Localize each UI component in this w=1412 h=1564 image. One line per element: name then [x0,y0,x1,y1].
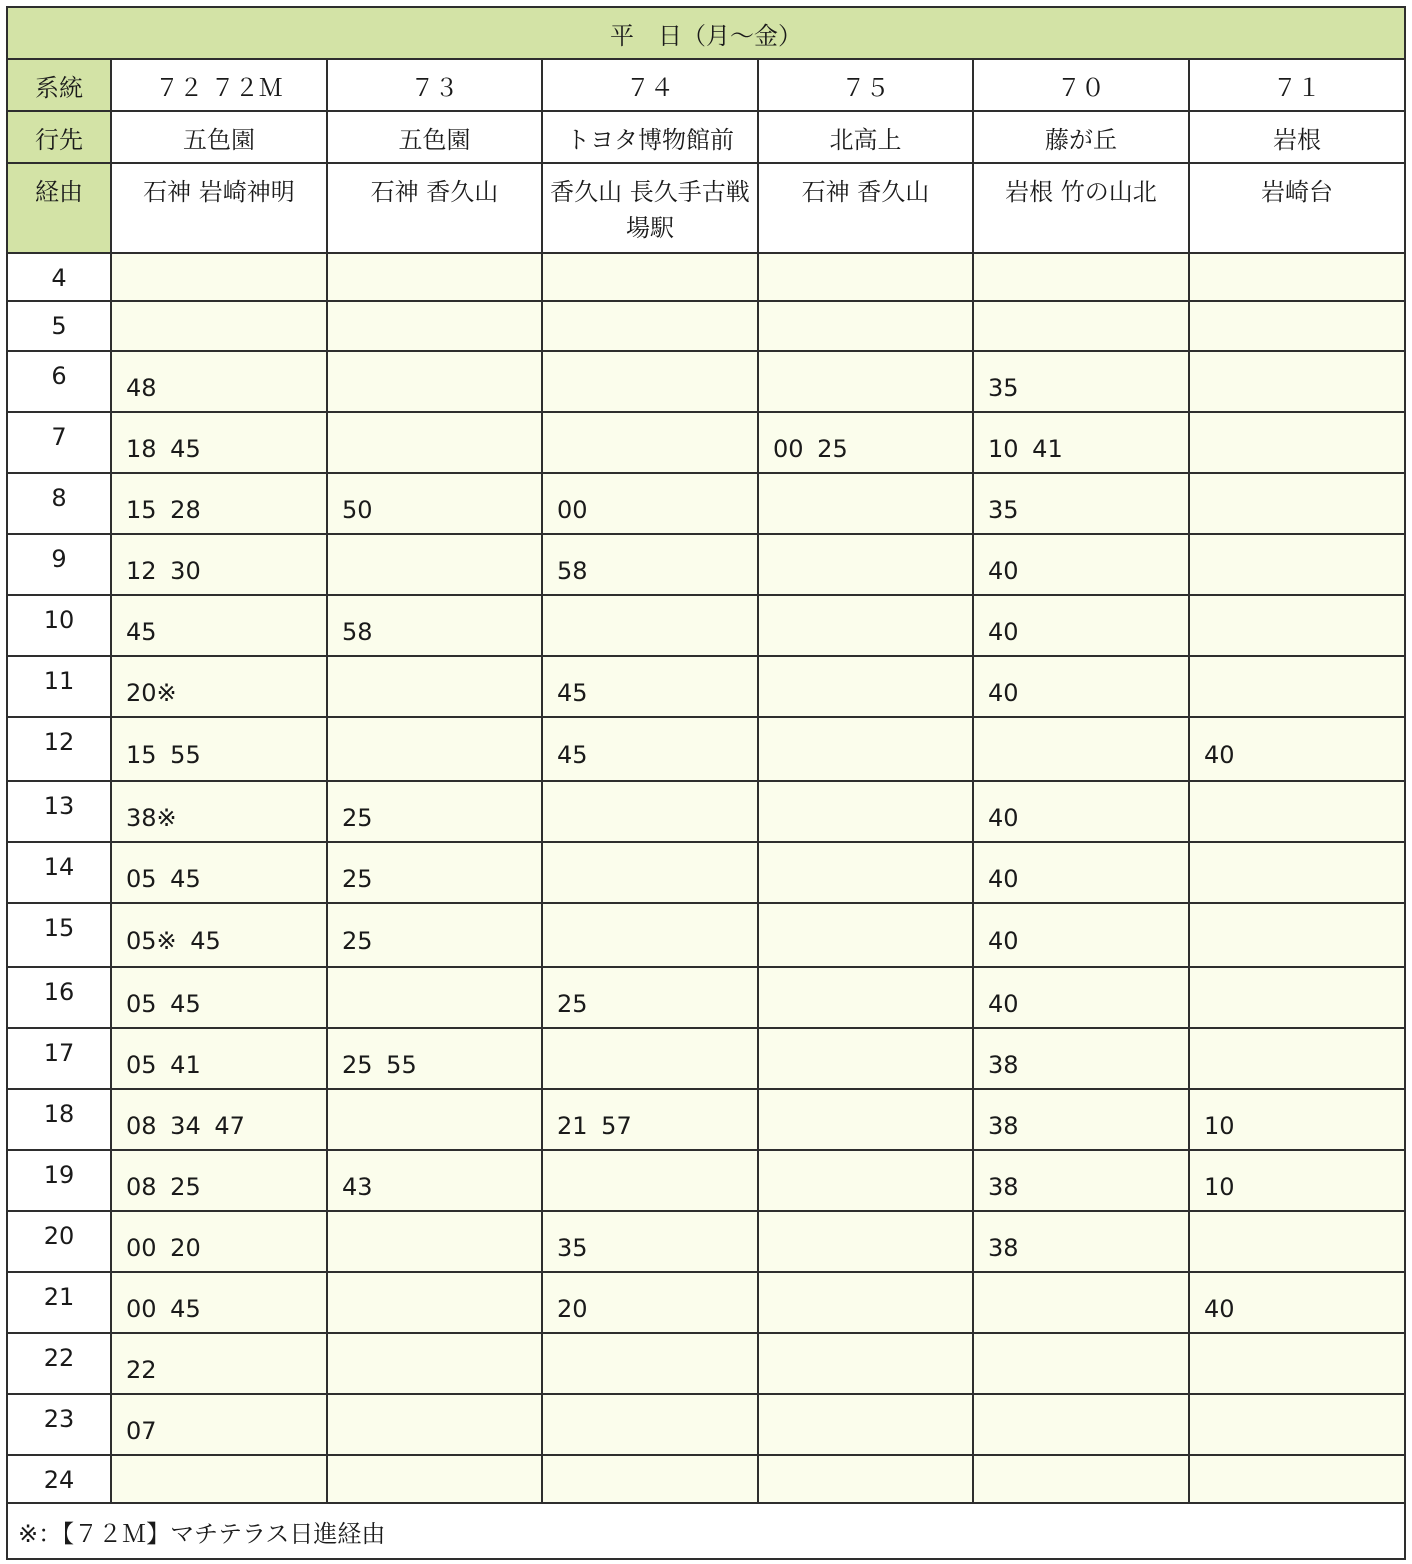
departure-times: 35 [973,473,1189,534]
departure-times [1189,781,1405,842]
departure-times: 38 [973,1211,1189,1272]
departure-times [542,301,758,351]
hour-row [7,412,1405,473]
destination-row [7,111,1405,163]
departure-times: 40 [973,903,1189,967]
departure-times: 58 [542,534,758,595]
hour-row [7,253,1405,301]
departure-times: 10 [1189,1150,1405,1211]
departure-times [758,1028,973,1089]
departure-times [1189,595,1405,656]
route-code: ７１ [1189,59,1405,111]
departure-times [327,534,542,595]
departure-times: 21 57 [542,1089,758,1150]
hour-row [7,534,1405,595]
departure-times [758,903,973,967]
departure-times [758,717,973,781]
departure-times: 20※ [111,656,327,717]
departure-times: 38※ [111,781,327,842]
hour-label: 8 [7,473,111,534]
route-code: ７３ [327,59,542,111]
departure-times [327,1455,542,1503]
departure-times [758,1455,973,1503]
departure-times [1189,1333,1405,1394]
route-via: 香久山 長久手古戦場駅 [542,163,758,253]
departure-times: 05 41 [111,1028,327,1089]
departure-times [758,781,973,842]
route-destination: 岩根 [1189,111,1405,163]
hour-label: 6 [7,351,111,412]
route-label: 系統 [7,59,111,111]
hour-label: 4 [7,253,111,301]
departure-times: 05※ 45 [111,903,327,967]
hour-label: 22 [7,1333,111,1394]
departure-times: 40 [973,595,1189,656]
hour-row [7,842,1405,903]
hour-row [7,1211,1405,1272]
hour-row [7,301,1405,351]
departure-times [327,1333,542,1394]
departure-times: 25 [327,903,542,967]
hour-row [7,656,1405,717]
route-via: 岩根 竹の山北 [973,163,1189,253]
departure-times [1189,1211,1405,1272]
departure-times: 25 55 [327,1028,542,1089]
departure-times [1189,842,1405,903]
departure-times [1189,412,1405,473]
departure-times [542,1028,758,1089]
route-destination: 五色園 [327,111,542,163]
departure-times [327,351,542,412]
departure-times [1189,1394,1405,1455]
departure-times: 50 [327,473,542,534]
departure-times: 40 [973,967,1189,1028]
departure-times: 00 [542,473,758,534]
hour-row [7,1028,1405,1089]
departure-times [542,1333,758,1394]
departure-times [327,717,542,781]
hour-row [7,351,1405,412]
departure-times [973,253,1189,301]
departure-times: 38 [973,1028,1189,1089]
hour-label: 19 [7,1150,111,1211]
departure-times: 15 55 [111,717,327,781]
departure-times: 25 [327,842,542,903]
departure-times [111,253,327,301]
departure-times [758,534,973,595]
departure-times [758,1333,973,1394]
departure-times [1189,656,1405,717]
departure-times: 40 [1189,717,1405,781]
hour-row [7,595,1405,656]
hour-row [7,1089,1405,1150]
footnote-row [7,1503,1405,1559]
departure-times [327,412,542,473]
title-row [7,7,1405,59]
departure-times: 40 [1189,1272,1405,1333]
departure-times [758,1089,973,1150]
hour-row [7,717,1405,781]
departure-times: 22 [111,1333,327,1394]
route-destination: 北高上 [758,111,973,163]
hour-label: 18 [7,1089,111,1150]
hour-row [7,1333,1405,1394]
departure-times: 43 [327,1150,542,1211]
departure-times [1189,473,1405,534]
departure-times [1189,903,1405,967]
departure-times: 05 45 [111,842,327,903]
departure-times [973,717,1189,781]
route-row [7,59,1405,111]
hour-label: 21 [7,1272,111,1333]
departure-times: 00 20 [111,1211,327,1272]
departure-times: 08 25 [111,1150,327,1211]
hour-label: 23 [7,1394,111,1455]
departure-times: 35 [542,1211,758,1272]
departure-times: 45 [542,717,758,781]
footnote: ※：【７２Ｍ】マチテラス日進経由 [7,1503,1405,1559]
departure-times [1189,253,1405,301]
hour-label: 13 [7,781,111,842]
hour-label: 9 [7,534,111,595]
departure-times [758,595,973,656]
departure-times: 07 [111,1394,327,1455]
hour-row [7,903,1405,967]
hour-label: 20 [7,1211,111,1272]
departure-times: 38 [973,1089,1189,1150]
hour-row [7,1272,1405,1333]
departure-times [758,351,973,412]
departure-times [758,656,973,717]
departure-times: 38 [973,1150,1189,1211]
departure-times [542,1394,758,1455]
route-code: ７５ [758,59,973,111]
departure-times [542,412,758,473]
hour-row [7,473,1405,534]
hour-row [7,1455,1405,1503]
hour-label: 14 [7,842,111,903]
departure-times: 05 45 [111,967,327,1028]
departure-times [542,781,758,842]
departure-times [327,967,542,1028]
departure-times [542,595,758,656]
departure-times [327,1394,542,1455]
hour-row [7,781,1405,842]
departure-times [758,842,973,903]
via-row [7,163,1405,253]
departure-times [111,301,327,351]
departure-times [327,301,542,351]
departure-times [542,842,758,903]
route-code: ７４ [542,59,758,111]
departure-times [758,1211,973,1272]
destination-label: 行先 [7,111,111,163]
departure-times [327,1089,542,1150]
hour-label: 5 [7,301,111,351]
hour-label: 10 [7,595,111,656]
departure-times [758,1150,973,1211]
departure-times [111,1455,327,1503]
departure-times [973,301,1189,351]
departure-times [758,473,973,534]
departure-times: 00 45 [111,1272,327,1333]
departure-times [758,253,973,301]
hour-label: 24 [7,1455,111,1503]
departure-times: 40 [973,842,1189,903]
hour-label: 16 [7,967,111,1028]
departure-times: 08 34 47 [111,1089,327,1150]
departure-times: 10 [1189,1089,1405,1150]
timetable [6,6,1406,1560]
route-code: ７２ ７２Ｍ [111,59,327,111]
departure-times: 18 45 [111,412,327,473]
departure-times [758,1394,973,1455]
hour-row [7,1394,1405,1455]
route-via: 岩崎台 [1189,163,1405,253]
timetable-title: 平 日（月〜金） [7,7,1405,59]
departure-times [1189,967,1405,1028]
hour-label: 12 [7,717,111,781]
departure-times: 45 [111,595,327,656]
route-via: 石神 香久山 [327,163,542,253]
departure-times [542,1455,758,1503]
departure-times: 58 [327,595,542,656]
departure-times [973,1333,1189,1394]
departure-times [1189,1455,1405,1503]
departure-times [1189,534,1405,595]
departure-times: 40 [973,656,1189,717]
departure-times [327,253,542,301]
departure-times: 20 [542,1272,758,1333]
departure-times: 25 [327,781,542,842]
hour-label: 11 [7,656,111,717]
departure-times: 40 [973,534,1189,595]
departure-times: 10 41 [973,412,1189,473]
route-via: 石神 岩崎神明 [111,163,327,253]
departure-times [327,656,542,717]
departure-times [542,903,758,967]
departure-times [542,1150,758,1211]
departure-times [973,1455,1189,1503]
hour-label: 17 [7,1028,111,1089]
departure-times [1189,1028,1405,1089]
departure-times: 35 [973,351,1189,412]
departure-times: 40 [973,781,1189,842]
departure-times: 15 28 [111,473,327,534]
departure-times [327,1211,542,1272]
departure-times [327,1272,542,1333]
hour-label: 15 [7,903,111,967]
departure-times: 25 [542,967,758,1028]
departure-times [973,1272,1189,1333]
route-destination: 藤が丘 [973,111,1189,163]
hour-row [7,967,1405,1028]
route-destination: 五色園 [111,111,327,163]
route-code: ７０ [973,59,1189,111]
departure-times [1189,351,1405,412]
departure-times: 48 [111,351,327,412]
hour-row [7,1150,1405,1211]
departure-times: 12 30 [111,534,327,595]
departure-times [758,301,973,351]
route-via: 石神 香久山 [758,163,973,253]
via-label: 経由 [7,163,111,253]
departure-times [758,1272,973,1333]
departure-times [542,253,758,301]
departure-times [1189,301,1405,351]
departure-times: 45 [542,656,758,717]
departure-times [542,351,758,412]
route-destination: トヨタ博物館前 [542,111,758,163]
departure-times: 00 25 [758,412,973,473]
departure-times [758,967,973,1028]
hour-label: 7 [7,412,111,473]
departure-times [973,1394,1189,1455]
